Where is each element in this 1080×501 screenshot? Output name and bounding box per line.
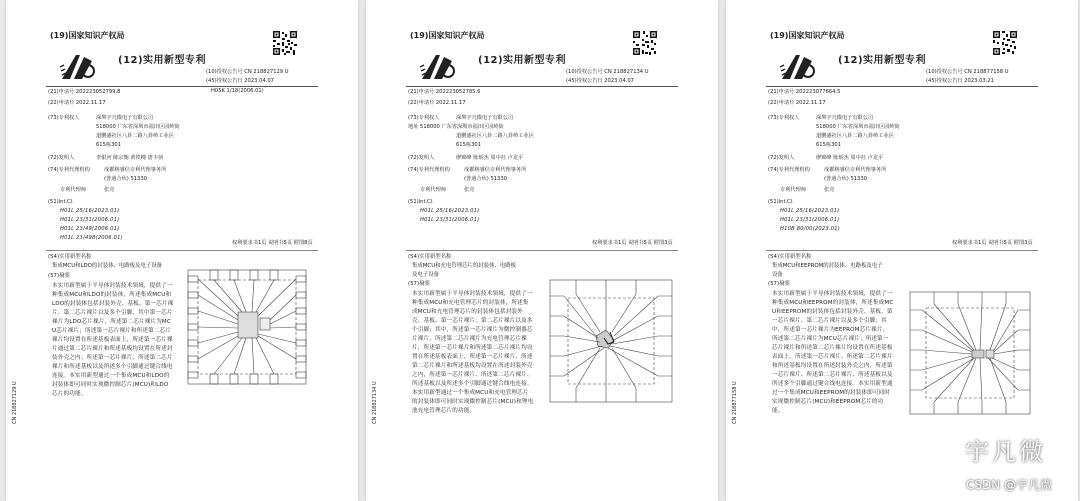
patentee-line: 615栋301	[816, 142, 841, 148]
utility-model-title: 集成MCU和LDO的封装体、电路板及电子设备	[52, 263, 163, 269]
qr-code-icon	[272, 30, 298, 56]
qr-code-icon	[992, 30, 1018, 56]
agency-line: 成都榕睿信专利代理事务所	[824, 167, 887, 173]
publication-info	[926, 68, 1009, 85]
inventor-label: (72)发明人	[48, 155, 75, 161]
patentee-line: 地址 518000 广东省深圳市福田区园岭街	[408, 124, 504, 130]
brand-watermark: 宇凡微	[965, 438, 1046, 466]
inventors: 李银河 陈宗衡 黄铁樽 唐丰侦	[96, 155, 164, 161]
office-name: (19)国家知识产权局	[50, 31, 125, 40]
inventor-label: (72)发明人	[768, 155, 795, 161]
agency-line: 成都榕睿信专利代理事务所	[104, 167, 167, 173]
classification: H01L 23/31(2006.01)	[420, 217, 480, 223]
publication-date: (45)授权公告日 2023.04.07	[566, 77, 634, 84]
abstract-label: (57)摘要	[48, 273, 70, 279]
agent-name: 张竞	[824, 187, 835, 193]
filing-date: (22)申请日 2022.11.17	[408, 100, 466, 106]
abstract-text: 本实用新型属于半导体封装技术领域，提供了一种集成MCU和EEPROM的封装体，所述集成MCU和EEPROM的封装体包括封装外壳、基板、第一芯片裸片、第二芯片裸片以及多个引脚；其中，所述第一芯片裸片为EEPROM芯片裸片，所述第二芯片裸片为MCU芯片裸片；所述第一芯片裸片和所述第二芯片裸片均设置在所述基板表面上，所述第一芯片裸片、所述第二芯片裸片和所述基板均设置在所述封装外壳之内，所述第一芯片裸片、所述第二芯片裸片、所述基板以及所述多个引脚通过键合线电连接。本实用新型通过一个集成MCU和EEPROM的封装体即可同时实现微控制芯片(MCU)和EEPROM芯片的功能。	[772, 291, 894, 414]
patentee-line: 道鹏盛社区八卦二路八卦岭工业区	[96, 133, 174, 139]
abstract-label: (57)摘要	[768, 281, 790, 287]
cnipa-logo-icon	[418, 51, 456, 83]
abstract-label: (57)摘要	[408, 281, 430, 287]
agency-line: (普通合伙) 51330	[104, 176, 147, 182]
section-divider	[406, 250, 678, 251]
title-label: (54)实用新型名称	[768, 254, 812, 260]
classification: H10B 80/00(2023.01)	[780, 226, 840, 232]
patentee-line: 深圳宇凡微电子有限公司	[96, 115, 154, 121]
package-drawing	[906, 288, 1034, 418]
document-type-title: (12)实用新型专利	[838, 55, 927, 66]
agency-label: (74)专利代理机构	[768, 167, 810, 173]
agent-name: 张竞	[104, 187, 115, 193]
title-label: (54)实用新型名称	[48, 254, 92, 260]
agent-label: 专利代理师	[780, 187, 806, 193]
title-label: (54)实用新型名称	[408, 254, 452, 260]
page-count-info: 权利要求书1页 说明书5页 附图8页	[232, 240, 313, 246]
office-name: (19)国家知识产权局	[410, 31, 485, 40]
cnipa-logo-icon	[58, 51, 96, 83]
inventors: 廖锦峰 陈炳杰 周中社 卢龙平	[816, 155, 884, 161]
patentee-line: 道鹏盛社区八卦二路八卦岭工业区	[816, 133, 894, 139]
classification: H01L 25/16(2023.01)	[780, 208, 840, 214]
classification: H01L 23/31(2006.01)	[780, 217, 840, 223]
classification: H01L 25/16(2023.01)	[60, 208, 120, 214]
patentee-line: 615栋301	[456, 142, 481, 148]
publication-date: (45)授权公告日 2023.04.07	[206, 77, 274, 84]
header-divider	[46, 86, 318, 87]
package-drawing	[186, 268, 308, 386]
agent-name: 张竞	[464, 187, 475, 193]
publication-number: (10)授权公告号 CN 218827129 U	[206, 69, 289, 75]
package-drawing	[546, 276, 676, 406]
classification: H01L 25/16(2023.01)	[420, 208, 480, 214]
document-type-title: (12)实用新型专利	[478, 55, 567, 66]
side-document-number: CN 218827129 U	[12, 381, 18, 424]
int-cl-label: (51)Int.Cl.	[48, 199, 74, 205]
inventor-label: (72)发明人	[408, 155, 435, 161]
patentee-line: 518000 广东省深圳市福田区园岭街	[96, 124, 180, 130]
classification: H01L 23/31(2006.01)	[60, 217, 120, 223]
header-divider	[766, 86, 1038, 87]
patentee-line: 深圳宇凡微电子有限公司	[816, 115, 874, 121]
page-count-info: 权利要求书1页 说明书5页 附图3页	[952, 240, 1033, 246]
patentee-line: 615栋301	[96, 142, 121, 148]
side-document-number: CN 218827134 U	[372, 381, 378, 424]
patentee-line: 518000 广东省深圳市福田区园岭街	[816, 124, 900, 130]
abstract-text: 本实用新型属于半导体封装技术领域，提供了一种集成MCU和LDO的封装体，所述集成MCU和LDO的封装体包括封装外壳、基板、第一芯片裸片、第二芯片裸片以及多个引脚，其中第一芯片裸片为LDO芯片裸片，所述第二芯片裸片为MCU芯片裸片；所述第一芯片裸片和所述第二芯片裸片均设置在所述基板表面上，所述第一芯片裸片通过第二芯片裸片和所述基板均设置在所述封装外壳之内；所述第一芯片裸片、所述第二芯片裸片和所述基板以及所述多个引脚通过键合线电连接。本实用新型通过一个集成MCU和LDO的封装体即可同时实现微控制芯片(MCU)和LDO芯片的功能。	[52, 283, 174, 397]
qr-code-icon	[632, 30, 658, 56]
publication-number: (10)授权公告号 CN 218827134 U	[566, 69, 649, 75]
publication-info	[566, 68, 649, 85]
ipc-extra-class: H05K 1/18(2006.01)	[211, 88, 264, 94]
side-document-number: CN 218877158 U	[732, 381, 738, 424]
filing-date: (22)申请日 2022.11.17	[768, 100, 826, 106]
patentee-label: (73)专利权人	[48, 115, 80, 121]
agency-label: (74)专利代理机构	[48, 167, 90, 173]
header-divider	[406, 86, 678, 87]
agency-line: (普通合伙) 51330	[824, 176, 867, 182]
patentee-label: (73)专利权人	[768, 115, 800, 121]
agency-line: 成都榕睿信专利代理事务所	[464, 167, 527, 173]
page-count-info: 权利要求书1页 说明书5页 附图3页	[592, 240, 673, 246]
document-type-title: (12)实用新型专利	[118, 55, 207, 66]
patent-page-2	[366, 0, 718, 501]
publication-info	[206, 68, 289, 85]
classification: H01L 23/49(2006.01)	[60, 226, 120, 232]
patentee-line: 道鹏盛社区八卦二路八卦岭工业区	[456, 133, 534, 139]
patent-page-1	[6, 0, 358, 501]
int-cl-label: (51)Int.Cl.	[768, 199, 794, 205]
cnipa-logo-icon	[778, 51, 816, 83]
source-watermark: CSDN @宇凡微	[966, 478, 1053, 492]
utility-model-title: 集成MCU和EEPROM的封装体、电路板及电子	[772, 263, 883, 269]
section-divider	[46, 250, 318, 251]
publication-number: (10)授权公告号 CN 218877158 U	[926, 69, 1009, 75]
application-number: (21)申请号 202223052785.6	[408, 89, 481, 95]
application-number: (21)申请号 202223052799.8	[48, 89, 121, 95]
agent-label: 专利代理师	[420, 187, 446, 193]
office-name: (19)国家知识产权局	[770, 31, 845, 40]
agent-label: 专利代理师	[60, 187, 86, 193]
agency-label: (74)专利代理机构	[408, 167, 450, 173]
abstract-text: 本实用新型属于半导体封装技术领域，提供了一种集成MCU和充电管理芯片的封装体，所述集成MCU和充电管理芯片的封装体包括封装外壳、基板、第一芯片裸片、第二芯片裸片以及多个引脚；其中，所述第一芯片裸片为微控制器芯片裸片，所述第二芯片裸片为充电管理芯片裸片，所述第一芯片裸片和所述第二芯片裸片均设置在所述基板表面上，所述第一芯片裸片、所述第二芯片裸片和所述基板均设置在所述封装外壳之内，所述第一芯片裸片、所述第二芯片裸片、所述基板以及所述多个引脚通过键合线电连接。本实用新型通过一个集成MCU和充电管理芯片的封装体即可同时实现微控制芯片(MCU)和锂电池充电管理芯片的功能。	[412, 291, 534, 414]
patentee-line: 深圳宇凡微电子有限公司	[456, 115, 514, 121]
int-cl-label: (51)Int.Cl.	[408, 199, 434, 205]
inventors: 廖锦峰 陈炳杰 周中社 卢龙平	[456, 155, 524, 161]
utility-model-title: 集成MCU和充电管理芯片的封装体、电路板	[412, 263, 517, 269]
filing-date: (22)申请日 2022.11.17	[48, 100, 106, 106]
application-number: (21)申请号 202223077664.5	[768, 89, 841, 95]
classification: H01L 23/498(2006.01)	[60, 235, 123, 241]
patent-page-3	[726, 0, 1078, 501]
section-divider	[766, 250, 1038, 251]
utility-model-title: 设备	[772, 272, 783, 278]
utility-model-title: 及电子设备	[412, 272, 439, 278]
patentee-label: (73)专利权人	[408, 115, 440, 121]
agency-line: (普通合伙) 51330	[464, 176, 507, 182]
publication-date: (45)授权公告日 2023.03.21	[926, 77, 994, 84]
